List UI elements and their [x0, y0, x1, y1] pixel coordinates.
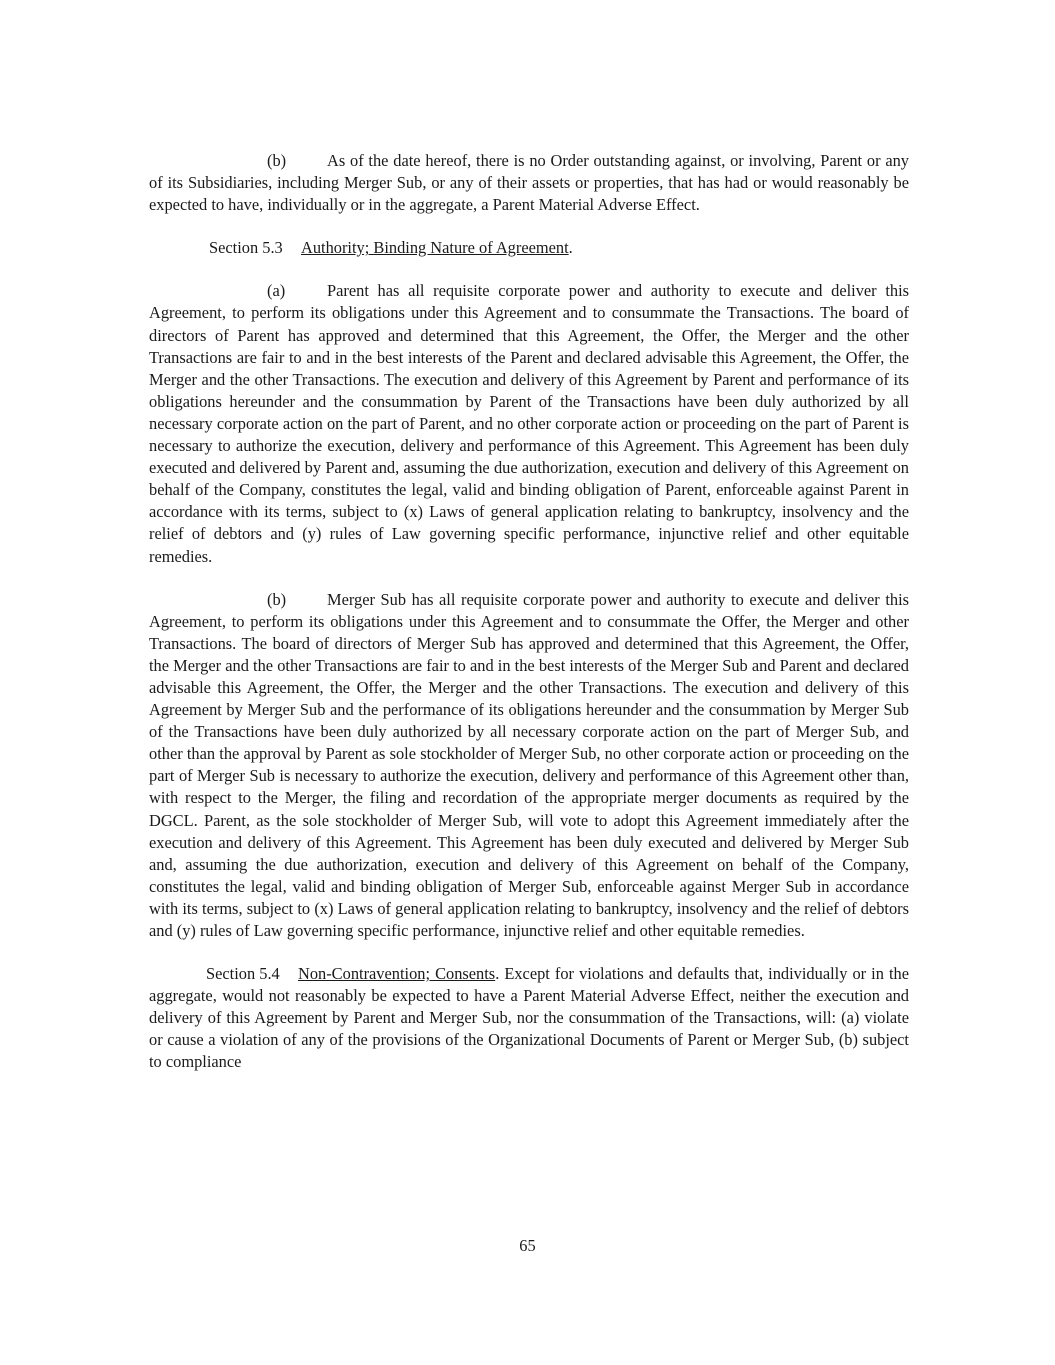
section-title-period: . [568, 238, 573, 258]
section-label: Section 5.3 [209, 238, 283, 258]
section-5-3-heading [149, 237, 909, 259]
clause-text: Merger Sub has all requisite corporate power and authority to execute and deliver this Agreement, to perform its obligations under this Agreement and to consummate the Offer, the Merger and other Transactions. The board of directors of Merger Sub has approved and determined that this Agreement, the Offer, the Merger and the other Transactions are fair to and in the best interests of the Merger Sub and Parent and declared advisable this Agreement, the Offer, the Merger and the other Transactions. The execution and delivery of this Agreement by Merger Sub and the performance of its obligations hereunder and the consummation by Merger Sub of the Transactions have been duly authorized by all necessary corporate action on the part of Merger Sub, and other than the approval by Parent as sole stockholder of Merger Sub, no other corporate action or proceeding on the part of Merger Sub is necessary to authorize the execution, delivery and performance of this Agreement other than, with respect to the Merger, the filing and recordation of the appropriate merger documents as required by the DGCL. Parent, as the sole stockholder of Merger Sub, will vote to adopt this Agreement immediately after the execution and delivery of this Agreement. This Agreement has been duly executed and delivered by Merger Sub and, assuming the due authorization, execution and delivery of this Agreement on behalf of the Company, constitutes the legal, valid and binding obligation of Merger Sub, enforceable against Merger Sub in accordance with its terms, subject to (x) Laws of general application relating to bankruptcy, insolvency and the relief of debtors and (y) rules of Law governing specific performance, injunctive relief and other equitable remedies. [149, 589, 909, 940]
paragraph-5-2-b [149, 150, 909, 216]
section-label: Section 5.4 [206, 964, 280, 984]
paragraph-5-3-a [149, 280, 909, 567]
section-title: Authority; Binding Nature of Agreement [301, 238, 569, 258]
section-5-4 [149, 963, 909, 1073]
clause-text: Parent has all requisite corporate power and authority to execute and deliver this Agreement, to perform its obligations under this Agreement and to consummate the Transactions. The board of directors of Parent has approved and determined that this Agreement, the Offer, the Merger and the other Transactions are fair to and in the best interests of the Parent and declared advisable this Agreement, the Offer, the Merger and the other Transactions. The execution and delivery of this Agreement by Parent and performance of its obligations hereunder and the consummation by Parent of the Transactions have been duly authorized by all necessary corporate action on the part of Parent, and no other corporate action or proceeding on the part of Parent is necessary to authorize the execution, delivery and performance of this Agreement. This Agreement has been duly executed and delivered by Parent and, assuming the due authorization, execution and delivery of this Agreement on behalf of the Company, constitutes the legal, valid and binding obligation of Parent, enforceable against Parent in accordance with its terms, subject to (x) Laws of general application relating to bankruptcy, insolvency and the relief of debtors and (y) rules of Law governing specific performance, injunctive relief and other equitable remedies. [149, 281, 909, 566]
clause-number: (a) [267, 281, 286, 301]
clause-text: As of the date hereof, there is no Order outstanding against, or involving, Parent or any of its Subsidiaries, including Merger Sub, or any of their assets or properties, that has had or would reasonably be expected to have, individually or in the aggregate, a Parent Material Adverse Effect. [149, 151, 909, 215]
page-number: 65 [519, 1236, 536, 1255]
paragraph-5-3-b [149, 589, 909, 943]
section-title: Non-Contravention; Consents [298, 964, 496, 984]
clause-number: (b) [267, 151, 287, 170]
document-page [149, 150, 909, 1095]
section-text: . Except for violations and defaults that, individually or in the aggregate, would not reasonably be expected to have a Parent Material Adverse Effect, neither the execution and delivery of this Agreement by Parent and Merger Sub, nor the consummation of the Transactions, will: (a) violate or cause a violation of any of the provisions of the Organizational Documents of Parent or Merger Sub, (b) subject to compliance [149, 964, 910, 1072]
clause-number: (b) [267, 589, 287, 609]
